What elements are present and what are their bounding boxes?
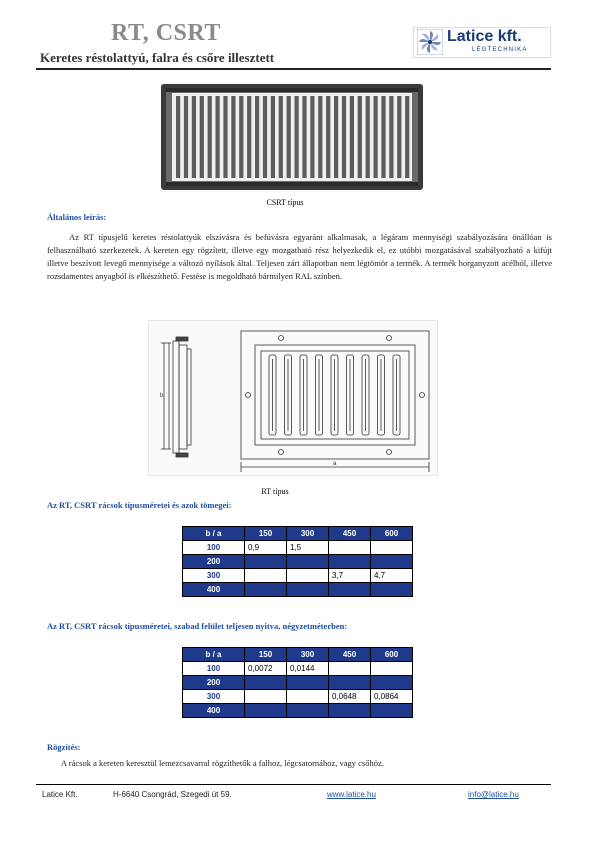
- table-header-cell: 300: [287, 527, 329, 541]
- table-cell: [287, 676, 329, 690]
- drawing-caption: RT típus: [261, 487, 289, 496]
- weights-table: [182, 526, 413, 597]
- table-header-cell: b / a: [183, 648, 245, 662]
- table-row: [183, 690, 413, 704]
- table-header-cell: b / a: [183, 527, 245, 541]
- table-row: [183, 662, 413, 676]
- table-row: [183, 676, 413, 690]
- product-photo: [160, 82, 424, 192]
- table-cell: 0,0144: [287, 662, 329, 676]
- table-cell: [371, 583, 413, 597]
- table-cell: [329, 662, 371, 676]
- table-cell: [245, 704, 287, 718]
- logo-tagline: LÉGTECHNIKA: [472, 47, 528, 53]
- table-row: [183, 569, 413, 583]
- page-subtitle: Keretes réstolattyú, falra és csőre illesztett: [40, 50, 275, 65]
- fan-icon: [417, 29, 443, 55]
- table-cell: [287, 569, 329, 583]
- row-label: 400: [183, 583, 245, 597]
- table-cell: 4,7: [371, 569, 413, 583]
- table-header-cell: 450: [329, 648, 371, 662]
- row-label: 300: [183, 690, 245, 704]
- row-label: 200: [183, 555, 245, 569]
- table-cell: [371, 541, 413, 555]
- mounting-text: A rácsok a kereten keresztül lemezcsavarral rögzíthetők a falhoz, légcsatornához, vagy csőhöz.: [61, 758, 384, 768]
- table-cell: [245, 569, 287, 583]
- table-cell: [371, 662, 413, 676]
- header-rule: [36, 68, 551, 70]
- table-cell: [245, 676, 287, 690]
- table-cell: [287, 690, 329, 704]
- table-cell: [329, 555, 371, 569]
- footer-email-link[interactable]: info@latice.hu: [468, 790, 519, 799]
- table-cell: [287, 583, 329, 597]
- table-row: [183, 541, 413, 555]
- table-cell: [329, 704, 371, 718]
- table-cell: 0,0864: [371, 690, 413, 704]
- table1-heading: Az RT, CSRT rácsok típusméretei és azok tömegei:: [47, 500, 232, 510]
- table-header-cell: 150: [245, 648, 287, 662]
- table-row: [183, 583, 413, 597]
- footer-rule: [36, 784, 551, 785]
- general-heading: Általános leírás:: [47, 212, 107, 222]
- table-header-cell: 450: [329, 527, 371, 541]
- table-cell: [245, 555, 287, 569]
- table-header-cell: 150: [245, 527, 287, 541]
- table-cell: [245, 583, 287, 597]
- table-cell: [287, 555, 329, 569]
- table-header-row: [183, 648, 413, 662]
- row-label: 100: [183, 541, 245, 555]
- table-row: [183, 704, 413, 718]
- table-row: [183, 555, 413, 569]
- table-cell: [371, 704, 413, 718]
- table-cell: 3,7: [329, 569, 371, 583]
- table-header-cell: 600: [371, 527, 413, 541]
- footer-address: H-6640 Csongrád, Szegedi út 59.: [113, 790, 232, 799]
- table-header-row: [183, 527, 413, 541]
- table-header-cell: 300: [287, 648, 329, 662]
- table-header-cell: 600: [371, 648, 413, 662]
- table-cell: [371, 555, 413, 569]
- free-area-table: [182, 647, 413, 718]
- table-cell: [329, 583, 371, 597]
- page-title: RT, CSRT: [111, 20, 221, 46]
- footer-company: Latice Kft.: [42, 790, 78, 799]
- logo-name: Latice kft.: [447, 28, 522, 45]
- company-logo: [413, 27, 551, 58]
- table-cell: [245, 690, 287, 704]
- table-cell: 0,9: [245, 541, 287, 555]
- table-cell: 0,0648: [329, 690, 371, 704]
- table-cell: [371, 676, 413, 690]
- table-cell: 0,0072: [245, 662, 287, 676]
- row-label: 200: [183, 676, 245, 690]
- mounting-heading: Rögzítés:: [47, 742, 81, 752]
- general-text: Az RT típusjelű keretes réstolattyúk elszívásra és befúvásra egyaránt alkalmasak, a légáram mennyiségi szabályozására önállóan is felhasználható szerkezetek. A kereten egy rögzített, illetve egy mozgatható rész helyezkedik el, ez utóbbi mozgatásával szabályozható a kifújt illetve beszívott levegő mennyisége a változó nyílások által. Teljesen zárt állapotban nem légtömör a termék. A termék horganyzott acélból, illetve rozsdamentes anyagból is elkészíthető. Festése is megoldható bármilyen RAL színben.: [47, 232, 552, 281]
- row-label: 400: [183, 704, 245, 718]
- table-cell: [287, 704, 329, 718]
- row-label: 300: [183, 569, 245, 583]
- table-cell: [329, 676, 371, 690]
- dimension-a: a: [333, 461, 337, 467]
- table-cell: 1,5: [287, 541, 329, 555]
- dimension-b: b: [160, 393, 164, 399]
- row-label: 100: [183, 662, 245, 676]
- table-cell: [329, 541, 371, 555]
- technical-drawing: [148, 320, 438, 476]
- footer-web-link[interactable]: www.latice.hu: [327, 790, 376, 799]
- photo-caption: CSRT típus: [266, 198, 304, 207]
- table2-heading: Az RT, CSRT rácsok típusméretei, szabad felület teljesen nyitva, négyzetméterben:: [47, 621, 348, 631]
